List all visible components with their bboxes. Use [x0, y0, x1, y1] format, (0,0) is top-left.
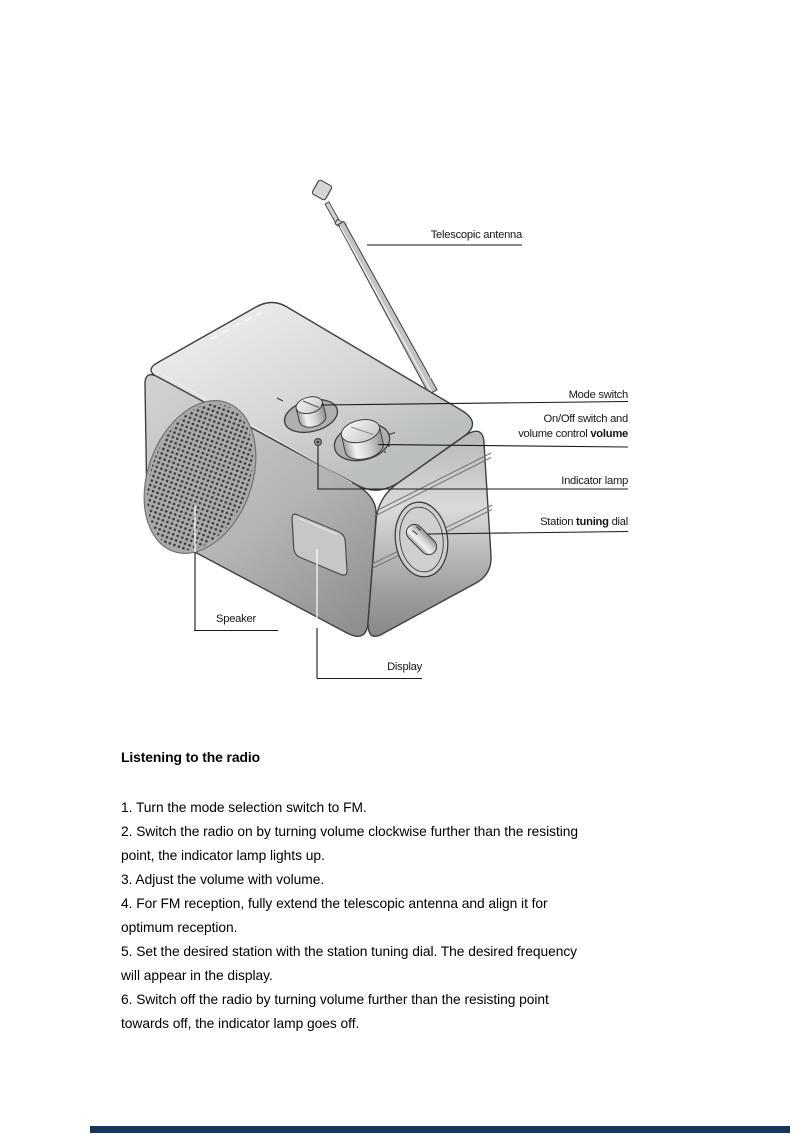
- label-onoff-line1: On/Off switch and: [543, 413, 628, 425]
- label-onoff-volume: [518, 412, 628, 442]
- label-telescopic-antenna: Telescopic antenna: [430, 229, 522, 241]
- instruction-lines: [121, 796, 721, 1036]
- label-station-tuning-dial: [540, 515, 628, 530]
- label-station-pre: Station: [540, 516, 577, 528]
- instructions-section: [121, 745, 721, 1036]
- label-station-bold: tuning: [576, 516, 609, 528]
- label-onoff-line2: volume control: [518, 427, 591, 440]
- instruction-line: will appear in the display.: [121, 968, 273, 983]
- label-speaker: Speaker: [216, 613, 256, 625]
- label-indicator-lamp: Indicator lamp: [561, 475, 628, 487]
- section-heading: Listening to the radio: [121, 749, 261, 765]
- label-mode-switch: Mode switch: [568, 389, 628, 401]
- indicator-lamp-dot: [315, 439, 322, 446]
- instruction-line: optimum reception.: [121, 920, 238, 935]
- volume-knob-dot1: [388, 445, 390, 447]
- instruction-line: 1. Turn the mode selection switch to FM.: [121, 800, 367, 815]
- footer-accent-bar: [90, 1126, 790, 1133]
- instruction-line: 5. Set the desired station with the station tuning dial. The desired frequency: [121, 944, 578, 959]
- instruction-line: 2. Switch the radio on by turning volume clockwise further than the resisting: [121, 824, 579, 839]
- volume-knob-dot2: [384, 451, 386, 453]
- antenna-tip: [312, 179, 333, 200]
- instruction-line: 4. For FM reception, fully extend the telescopic antenna and align it for: [121, 896, 548, 911]
- label-display: Display: [387, 661, 422, 673]
- instruction-line: 6. Switch off the radio by turning volume further than the resisting point: [121, 992, 549, 1007]
- instruction-line: 3. Adjust the volume with volume.: [121, 872, 325, 887]
- label-station-post: dial: [608, 516, 628, 528]
- instruction-line: towards off, the indicator lamp goes off.: [121, 1016, 360, 1031]
- label-onoff-line2-bold: volume: [590, 427, 628, 440]
- instruction-line: point, the indicator lamp lights up.: [121, 848, 325, 863]
